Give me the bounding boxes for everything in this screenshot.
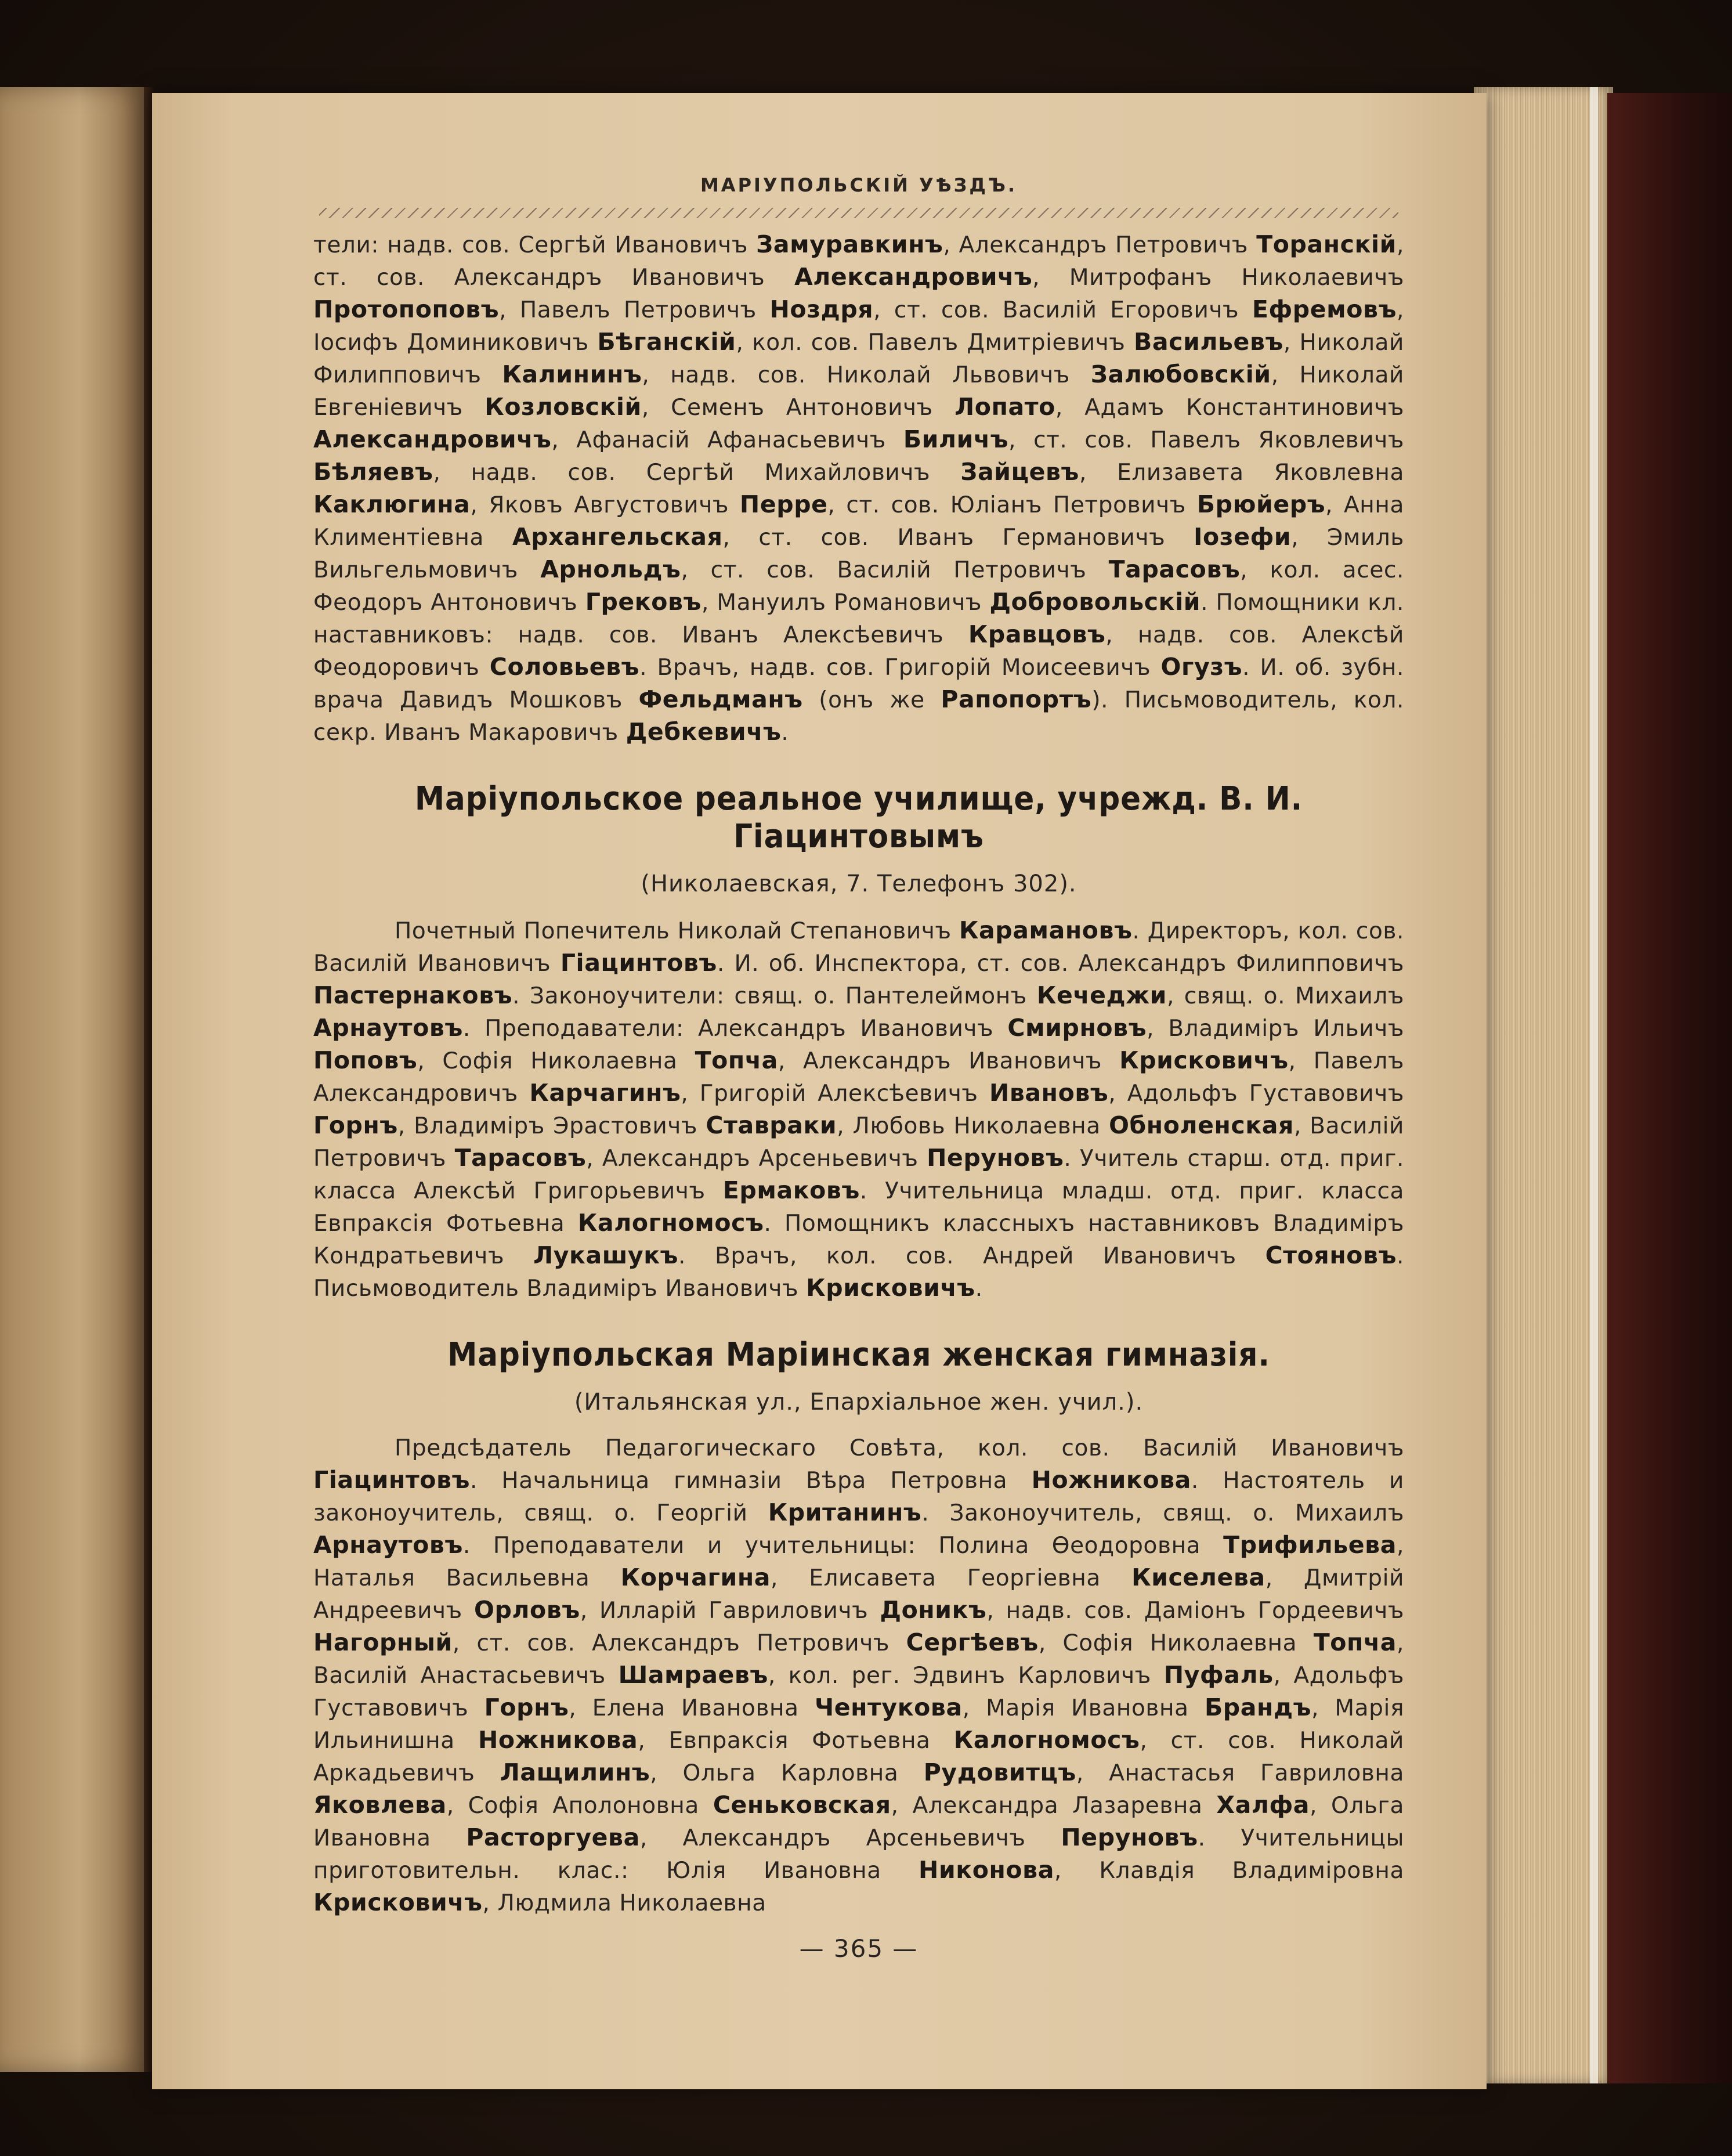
person-surname: Перре: [739, 490, 828, 518]
person-surname: Ножникова: [1031, 1466, 1191, 1494]
text-run: , Адамъ Константиновичъ: [1055, 395, 1405, 421]
text-run: , кол. асес. Феодоръ Антоновичъ: [313, 557, 1404, 616]
text-run: , Іосифъ Доминиковичъ: [313, 297, 1404, 356]
person-surname: Орловъ: [474, 1596, 580, 1624]
person-surname: Грековъ: [585, 588, 702, 616]
page-content: [313, 174, 1404, 1963]
text-run: . Законоучитель, свящ. о. Михаилъ: [921, 1500, 1404, 1526]
text-run: , свящ. о. Михаилъ: [1166, 983, 1404, 1009]
person-surname: Горнъ: [484, 1693, 569, 1721]
text-run: , Адольфъ Густавовичъ: [313, 1663, 1404, 1721]
text-run: , Александръ Ивановичъ: [778, 1048, 1120, 1074]
text-run: Почетный Попечитель Николай Степановичъ: [395, 918, 959, 944]
person-surname: Пастернаковъ: [313, 981, 513, 1009]
person-surname: Брюйеръ: [1196, 490, 1326, 518]
text-run: , Анна Климентіевна: [313, 492, 1404, 551]
person-surname: Сеньковская: [713, 1791, 891, 1819]
text-run: , надв. сов. Сергѣй Михайловичъ: [433, 460, 961, 486]
cover-lining: [1590, 87, 1598, 2083]
text-run: . Учительница младш. отд. приг. класса Евпраксія Фотьевна: [313, 1178, 1404, 1237]
person-surname: Перуновъ: [1061, 1823, 1198, 1851]
person-surname: Дебкевичъ: [625, 718, 782, 746]
section-address-gymnasium: (Итальянская ул., Епархіальное жен. учил.).: [574, 1389, 1144, 1415]
text-run: . И. об. Инспектора, ст. сов. Александръ Филипповичъ: [717, 951, 1404, 977]
section-title-gymnasium: Маріупольская Маріинская женская гимназія.: [447, 1336, 1270, 1374]
section-address-real-school: (Николаевская, 7. Телефонъ 302).: [641, 871, 1077, 897]
text-run: , Елизавета Яковлевна: [1079, 460, 1404, 486]
text-run: , Николай Евгеніевичъ: [313, 362, 1404, 421]
text-run: , Семенъ Антоновичъ: [641, 395, 955, 421]
text-run: , ст. сов. Александръ Петровичъ: [452, 1630, 906, 1656]
person-surname: Лопато: [954, 393, 1055, 421]
person-surname: Ивановъ: [989, 1079, 1109, 1107]
text-run: . Начальница гимназіи Вѣра Петровна: [469, 1468, 1032, 1494]
person-surname: Халфа: [1216, 1791, 1310, 1819]
person-surname: Чентукова: [814, 1693, 963, 1721]
text-run: , Софія Николаевна: [417, 1048, 695, 1074]
text-run: , Григорій Алексѣевичъ: [681, 1081, 989, 1107]
person-surname: Яковлева: [313, 1791, 447, 1819]
person-surname: Перуновъ: [927, 1144, 1064, 1172]
text-run: , Людмила Николаевна: [482, 1890, 766, 1916]
text-run: , Павелъ Александровичъ: [313, 1048, 1404, 1107]
text-run: , Владиміръ Эрастовичъ: [397, 1113, 706, 1139]
text-run: , Любовь Николаевна: [837, 1113, 1109, 1139]
text-run: , Софія Аполоновна: [446, 1793, 713, 1819]
text-run: , Яковъ Августовичъ: [470, 492, 740, 518]
person-surname: Карчагинъ: [529, 1079, 681, 1107]
text-run: ). Письмоводитель, кол. секр. Иванъ Макаровичъ: [313, 687, 1404, 746]
person-surname: Поповъ: [313, 1046, 418, 1074]
text-run: , Софія Николаевна: [1038, 1630, 1314, 1656]
text-run: , Анастасья Гавриловна: [1076, 1760, 1405, 1786]
page-number: — 365 —: [799, 1934, 919, 1963]
text-run: . И. об. зубн. врача Давидъ Мошковъ: [313, 655, 1404, 713]
person-surname: Расторгуева: [466, 1823, 640, 1851]
person-surname: Арнаутовъ: [313, 1531, 463, 1559]
person-surname: Топча: [1313, 1628, 1397, 1656]
person-surname: Обноленская: [1109, 1111, 1294, 1139]
decorative-rule: [319, 208, 1398, 218]
person-surname: Ефремовъ: [1252, 295, 1397, 323]
left-page-edge: [0, 87, 145, 2072]
text-run: , Афанасій Афанасьевичъ: [551, 427, 903, 453]
person-surname: Лащилинъ: [500, 1758, 650, 1786]
text-run: , надв. сов. Алексѣй Феодоровичъ: [313, 622, 1404, 681]
text-run: , надв. сов. Даміонъ Гордеевичъ: [986, 1598, 1404, 1624]
person-surname: Александровичъ: [794, 263, 1033, 291]
person-surname: Лукашукъ: [533, 1241, 679, 1269]
text-run: , кол. сов. Павелъ Дмитріевичъ: [736, 330, 1134, 356]
text-run: , Александръ Арсеньевичъ: [586, 1146, 927, 1172]
person-surname: Сергѣевъ: [906, 1628, 1039, 1656]
person-surname: Торанскій: [1256, 230, 1397, 258]
text-run: , ст. сов. Александръ Ивановичъ: [313, 232, 1404, 291]
person-surname: Огузъ: [1160, 653, 1243, 681]
text-run: . Учитель старш. отд. приг. класса Алексѣй Григорьевичъ: [313, 1146, 1405, 1204]
text-run: , Марія Ивановна: [962, 1695, 1205, 1721]
person-surname: Калининъ: [502, 360, 642, 388]
text-run: , ст. сов. Павелъ Яковлевичъ: [1008, 427, 1404, 453]
person-surname: Васильевъ: [1134, 328, 1283, 356]
book-cover: [1607, 93, 1732, 2083]
person-surname: Карамановъ: [959, 916, 1133, 944]
person-surname: Пуфаль: [1163, 1661, 1274, 1689]
text-run: . Помощникъ классныхъ наставниковъ Владиміръ Кондратьевичъ: [313, 1211, 1404, 1269]
text-run: , Александра Лазаревна: [891, 1793, 1217, 1819]
person-surname: Бѣганскій: [597, 328, 736, 356]
person-surname: Крисковичъ: [1119, 1046, 1289, 1074]
text-run: , ст. сов. Василій Егоровичъ: [873, 297, 1252, 323]
text-run: , Клавдія Владиміровна: [1054, 1858, 1404, 1884]
person-surname: Топча: [695, 1046, 778, 1074]
text-run: , Владиміръ Ильичъ: [1147, 1016, 1404, 1042]
person-surname: Нагорный: [313, 1628, 453, 1656]
text-run: , ст. сов. Николай Аркадьевичъ: [313, 1728, 1404, 1786]
person-surname: Корчагина: [620, 1563, 771, 1591]
text-run: , Александръ Петровичъ: [943, 232, 1257, 258]
person-surname: Арнаутовъ: [313, 1014, 463, 1042]
paragraph-real-school: [313, 915, 1404, 1305]
text-run: , Адольфъ Густавовичъ: [1108, 1081, 1405, 1107]
paragraph-staff-continued: [313, 229, 1404, 749]
text-run: , кол. рег. Эдвинъ Карловичъ: [768, 1663, 1164, 1689]
person-surname: Замуравкинъ: [756, 230, 943, 258]
text-run: , Александръ Арсеньевичъ: [639, 1825, 1061, 1851]
person-surname: Крисковичъ: [806, 1274, 975, 1302]
text-run: , Ольга Карловна: [650, 1760, 924, 1786]
person-surname: Арнольдъ: [540, 555, 681, 583]
text-run: , Павелъ Петровичъ: [499, 297, 770, 323]
person-surname: Никонова: [919, 1856, 1054, 1884]
text-run: , Эмиль Вильгельмовичъ: [313, 525, 1404, 583]
text-run: , Василій Анастасьевичъ: [313, 1630, 1404, 1689]
text-run: , Митрофанъ Николаевичъ: [1032, 265, 1404, 291]
text-run: . Врачъ, кол. сов. Андрей Ивановичъ: [678, 1243, 1265, 1269]
person-surname: Ноздря: [769, 295, 874, 323]
text-run: , надв. сов. Николай Львовичъ: [642, 362, 1091, 388]
text-run: . Письмоводитель Владиміръ Ивановичъ: [313, 1243, 1405, 1302]
person-surname: Стояновъ: [1265, 1241, 1397, 1269]
paragraph-gymnasium: [313, 1433, 1404, 1919]
person-surname: Доникъ: [880, 1596, 987, 1624]
text-run: , Илларій Гавриловичъ: [580, 1598, 880, 1624]
text-run: . Преподаватели: Александръ Ивановичъ: [462, 1016, 1008, 1042]
person-surname: Биличъ: [903, 425, 1009, 453]
person-surname: Архангельская: [512, 523, 723, 551]
text-run: , Мануилъ Романовичъ: [701, 590, 990, 616]
text-run: , ст. сов. Василій Петровичъ: [681, 557, 1109, 583]
text-run: . Учительницы приготовительн. клас.: Юлія Ивановна: [313, 1825, 1404, 1884]
text-run: , Дмитрій Андреевичъ: [313, 1565, 1405, 1624]
person-surname: Кечеджи: [1036, 981, 1167, 1009]
text-run: (онъ же: [802, 687, 941, 713]
person-surname: Козловскій: [484, 393, 642, 421]
text-run: , Ольга Ивановна: [313, 1793, 1404, 1851]
person-surname: Бѣляевъ: [313, 458, 433, 486]
person-surname: Зайцевъ: [960, 458, 1079, 486]
person-surname: Калогномосъ: [953, 1726, 1140, 1754]
person-surname: Тарасовъ: [1108, 555, 1241, 583]
person-surname: Тарасовъ: [454, 1144, 587, 1172]
person-surname: Кравцовъ: [968, 620, 1106, 648]
running-head: МАРІУПОЛЬСКІЙ УѢЗДЪ.: [700, 174, 1018, 196]
text-run: . Директоръ, кол. сов. Василій Ивановичъ: [313, 918, 1405, 977]
text-run: . Помощники кл. наставниковъ: надв. сов. Иванъ Алексѣевичъ: [313, 590, 1404, 648]
person-surname: Калогномосъ: [577, 1209, 764, 1237]
person-surname: Соловьевъ: [489, 653, 640, 681]
text-run: , Елисавета Георгіевна: [771, 1565, 1132, 1591]
person-surname: Ермаковъ: [722, 1176, 860, 1204]
text-run: . Настоятель и законоучитель, свящ. о. Георгій: [313, 1468, 1404, 1526]
text-run: . Преподаватели и учительницы: Полина Ѳеодоровна: [462, 1533, 1224, 1559]
text-run: , Василій Петровичъ: [313, 1113, 1405, 1172]
text-run: , ст. сов. Иванъ Германовичъ: [722, 525, 1194, 551]
person-surname: Александровичъ: [313, 425, 552, 453]
person-surname: Гіацинтовъ: [560, 949, 717, 977]
person-surname: Ставраки: [706, 1111, 837, 1139]
person-surname: Рудовитцъ: [923, 1758, 1076, 1786]
text-run: , Марія Ильинишна: [313, 1695, 1405, 1754]
person-surname: Кританинъ: [768, 1498, 922, 1526]
person-surname: Смирновъ: [1007, 1014, 1147, 1042]
person-surname: Протопоповъ: [313, 295, 500, 323]
person-surname: Добровольскій: [989, 588, 1201, 616]
person-surname: Шамраевъ: [618, 1661, 768, 1689]
text-run: , Евпраксія Фотьевна: [638, 1728, 954, 1754]
person-surname: Киселева: [1131, 1563, 1265, 1591]
text-run: , Николай Филипповичъ: [313, 330, 1404, 388]
text-run: , ст. сов. Юліанъ Петровичъ: [827, 492, 1197, 518]
person-surname: Крисковичъ: [313, 1888, 483, 1916]
person-surname: Рапопортъ: [941, 685, 1092, 713]
person-surname: Гіацинтовъ: [313, 1466, 470, 1494]
text-run: .: [781, 720, 789, 746]
person-surname: Фельдманъ: [638, 685, 803, 713]
person-surname: Каклюгина: [313, 490, 471, 518]
person-surname: Іозефи: [1194, 523, 1292, 551]
text-run: .: [975, 1276, 983, 1302]
section-title-real-school: Маріупольское реальное училище, учрежд. В. И. Гіацинтовымъ: [414, 780, 1303, 855]
person-surname: Залюбовскій: [1090, 360, 1271, 388]
text-run: , Елена Ивановна: [569, 1695, 815, 1721]
text-run: , Наталья Васильевна: [313, 1533, 1404, 1591]
text-run: . Врачъ, надв. сов. Григорій Моисеевичъ: [639, 655, 1161, 681]
person-surname: Трифильева: [1223, 1531, 1397, 1559]
text-run: . Законоучители: свящ. о. Пантелеймонъ: [512, 983, 1037, 1009]
person-surname: Ножникова: [478, 1726, 638, 1754]
person-surname: Горнъ: [313, 1111, 398, 1139]
text-run: Предсѣдатель Педагогическаго Совѣта, кол. сов. Василій Ивановичъ: [395, 1435, 1404, 1461]
person-surname: Брандъ: [1204, 1693, 1312, 1721]
text-run: тели: надв. сов. Сергѣй Ивановичъ: [313, 232, 757, 258]
